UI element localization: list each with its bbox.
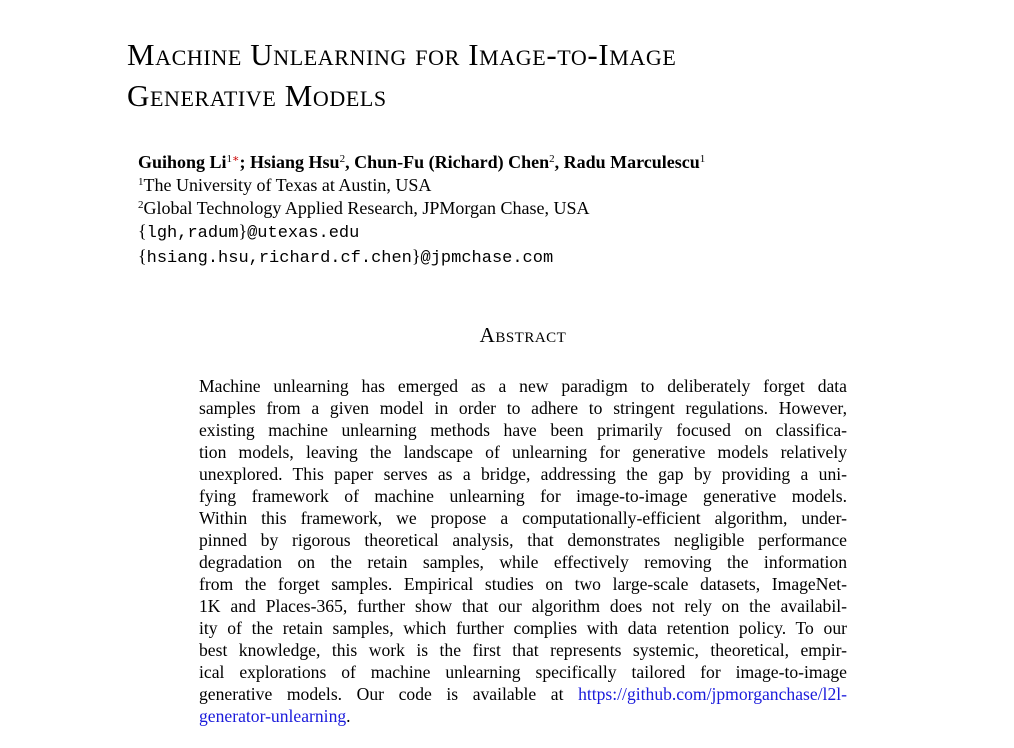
email-names: lgh,radum xyxy=(146,224,239,243)
email-brace-close: } xyxy=(238,221,248,241)
abstract-line: degradation on the retain samples, while effectively removing the information xyxy=(199,552,847,572)
abstract-line-last xyxy=(199,705,847,727)
abstract-line: ity of the retain samples, which further complies with data retention policy. To our xyxy=(199,618,847,638)
abstract-body xyxy=(199,375,847,727)
abstract-line: 1K and Places-365, further show that our algorithm does not rely on the availabil- xyxy=(199,596,847,616)
author-2-affil-mark: 2 xyxy=(339,153,346,165)
abstract-line: unexplored. This paper serves as a bridge, addressing the gap by providing a uni- xyxy=(199,464,847,484)
author-3-affil-mark: 2 xyxy=(549,153,555,165)
author-block xyxy=(138,151,998,270)
author-names xyxy=(138,151,998,174)
author-4: Radu Marculescu xyxy=(563,152,700,172)
author-separator: , xyxy=(554,152,564,172)
title-line-2: Generative Models xyxy=(127,78,387,113)
abstract-line-code xyxy=(199,683,847,705)
abstract-line: best knowledge, this work is the first that represents systemic, theoretical, empir- xyxy=(199,640,847,660)
corresponding-author-mark[interactable]: ∗ xyxy=(232,153,240,165)
abstract-line: fying framework of machine unlearning for image-to-image generative models. xyxy=(199,486,847,506)
email-domain: @utexas.edu xyxy=(247,224,360,243)
abstract-line: samples from a given model in order to adhere to stringent regulations. However, xyxy=(199,398,847,418)
abstract-heading: Abstract xyxy=(479,323,567,347)
title-line-1: Machine Unlearning for Image-to-Image xyxy=(127,37,677,72)
abstract-line: Within this framework, we propose a computationally-efficient algorithm, under- xyxy=(199,508,847,528)
email-domain: @jpmchase.com xyxy=(420,249,554,268)
affiliation-text: Global Technology Applied Research, JPMorgan Chase, USA xyxy=(143,198,590,218)
author-separator: ; xyxy=(239,152,246,172)
abstract-line: ical explorations of machine unlearning specifically tailored for image-to-image xyxy=(199,662,847,682)
email-line-2 xyxy=(138,245,998,270)
affiliation-1 xyxy=(138,174,998,197)
email-brace-open: { xyxy=(138,246,147,266)
code-availability-text: generative models. Our code is available at xyxy=(199,684,579,704)
affiliation-text: The University of Texas at Austin, USA xyxy=(143,175,432,195)
author-1: Guihong Li xyxy=(138,152,227,172)
paper-title xyxy=(127,34,987,116)
abstract-line: tion models, leaving the landscape of unlearning for generative models relatively xyxy=(199,442,847,462)
email-brace-close: } xyxy=(411,246,421,266)
affiliation-2 xyxy=(138,197,998,220)
email-names: hsiang.hsu,richard.cf.chen xyxy=(146,249,412,268)
abstract-line: existing machine unlearning methods have been primarily focused on classifica- xyxy=(199,420,847,440)
sentence-end: . xyxy=(346,706,351,726)
email-line-1 xyxy=(138,220,998,245)
author-3: Chun-Fu (Richard) Chen xyxy=(354,152,550,172)
abstract-line: pinned by rigorous theoretical analysis, that demonstrates negligible performance xyxy=(199,530,847,550)
author-1-affil-mark: 1 xyxy=(226,153,233,165)
affiliation-mark: 1 xyxy=(138,176,144,188)
repository-link-continued[interactable]: generator-unlearning xyxy=(199,706,347,726)
abstract-line: from the forget samples. Empirical studies on two large-scale datasets, ImageNet- xyxy=(199,574,847,594)
abstract-line: Machine unlearning has emerged as a new paradigm to deliberately forget data xyxy=(199,376,847,396)
author-4-affil-mark: 1 xyxy=(699,153,706,165)
repository-link[interactable]: https://github.com/jpmorganchase/l2l- xyxy=(578,684,847,704)
author-separator: , xyxy=(345,152,355,172)
email-brace-open: { xyxy=(138,221,147,241)
author-2: Hsiang Hsu xyxy=(245,152,340,172)
affiliation-mark: 2 xyxy=(138,199,144,211)
